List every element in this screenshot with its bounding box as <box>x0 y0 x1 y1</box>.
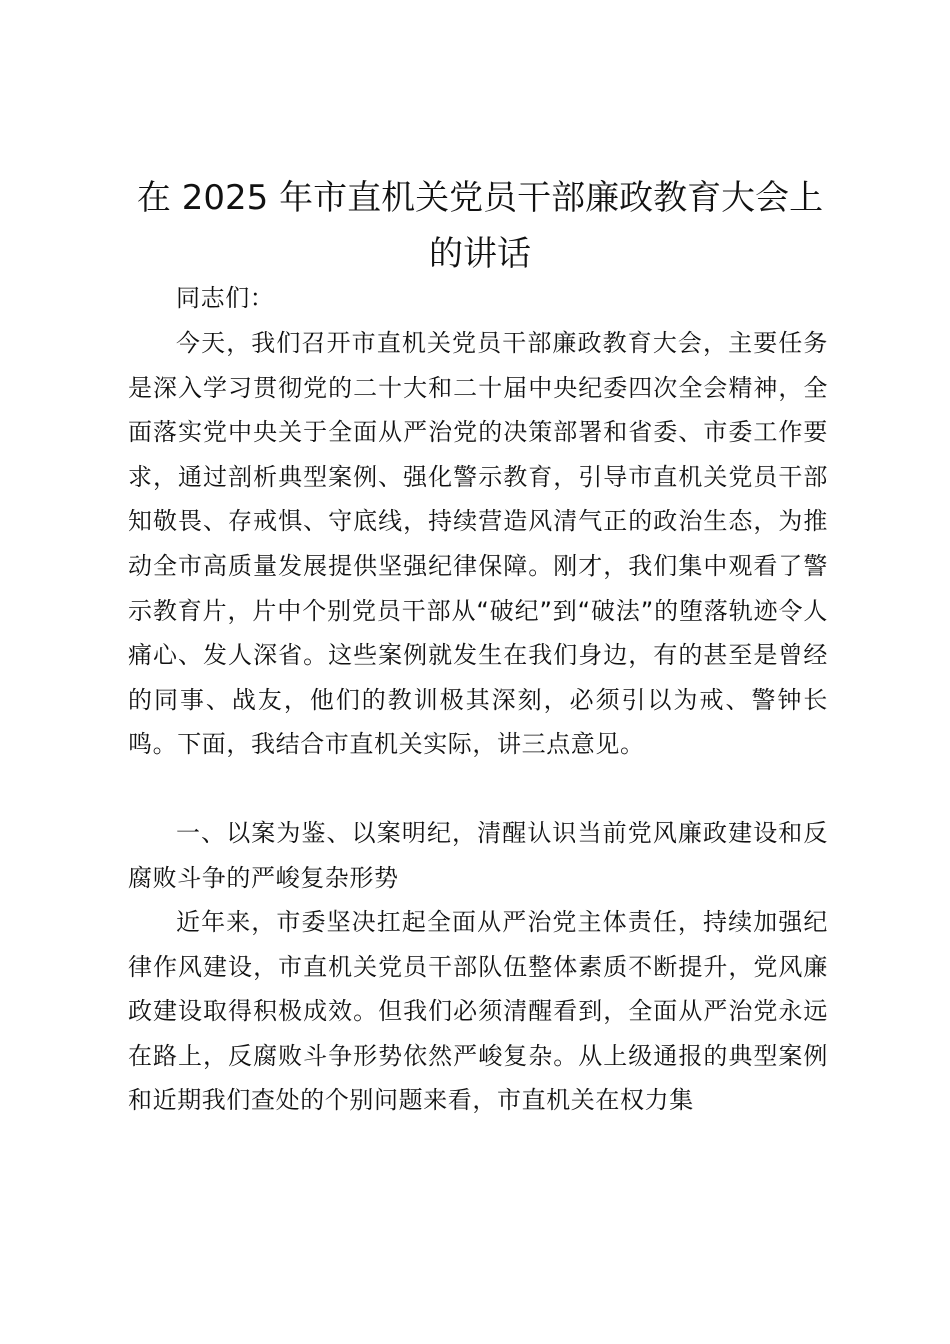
paragraph-opening: 今天，我们召开市直机关党员干部廉政教育大会，主要任务是深入学习贯彻党的二十大和二十届中央纪委四次全会精神，全面落实党中央关于全面从严治党的决策部署和省委、市委工作要求，通过剖析典型案例、强化警示教育，引导市直机关党员干部知敬畏、存戒惧、守底线，持续营造风清气正的政治生态，为推动全市高质量发展提供坚强纪律保障。刚才，我们集中观看了警示教育片，片中个别党员干部从“破纪”到“破法”的堕落轨迹令人痛心、发人深省。这些案例就发生在我们身边，有的甚至是曾经的同事、战友，他们的教训极其深刻，必须引以为戒、警钟长鸣。下面，我结合市直机关实际，讲三点意见。 <box>128 329 828 759</box>
paragraph-section-1: 近年来，市委坚决扛起全面从严治党主体责任，持续加强纪律作风建设，市直机关党员干部队伍整体素质不断提升，党风廉政建设取得积极成效。但我们必须清醒看到，全面从严治党永远在路上，反腐败斗争形势依然严峻复杂。从上级通报的典型案例和近期我们查处的个别问题来看，市直机关在权力集 <box>128 908 828 1115</box>
document-title: 在 2025 年市直机关党员干部廉政教育大会上的讲话 <box>136 178 824 274</box>
salutation: 同志们： <box>176 284 275 312</box>
section-heading-1: 一、以案为鉴、以案明纪，清醒认识当前党风廉政建设和反腐败斗争的严峻复杂形势 <box>128 819 828 892</box>
